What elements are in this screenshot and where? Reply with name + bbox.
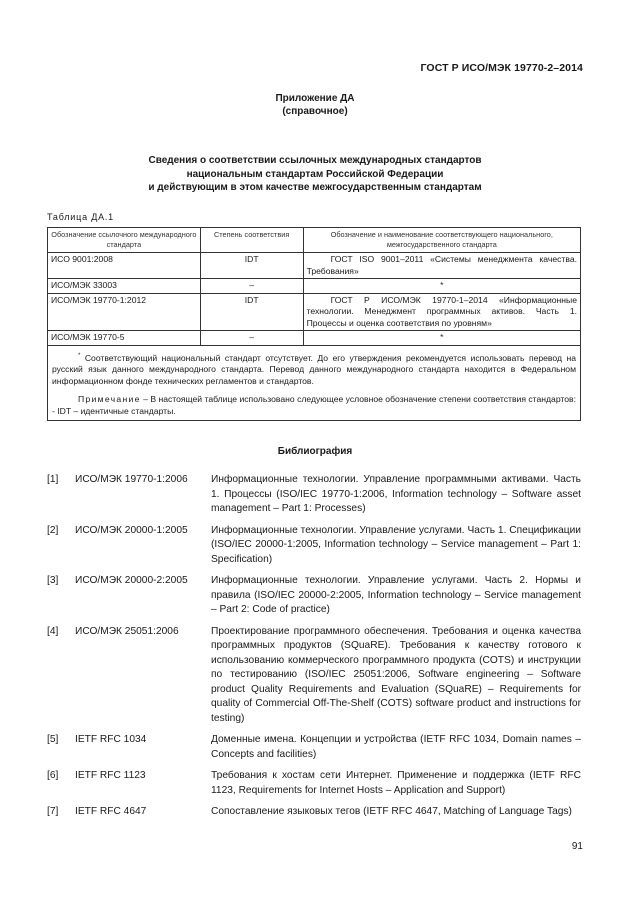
bib-text: Доменные имена. Концепции и устройства (IETF RFC 1034, Domain names – Concepts and facilities) <box>211 734 581 760</box>
bib-code: ИСО/МЭК 20000-1:2005 <box>75 524 188 536</box>
section-title-line-1: Сведения о соответствии ссылочных международных стандартов <box>148 155 482 166</box>
cell-national: ГОСТ ISO 9001–2011 «Системы менеджмента качества. Требования» <box>303 253 580 279</box>
list-item <box>47 625 581 727</box>
cell-degree: – <box>200 331 303 346</box>
bib-code: IETF RFC 4647 <box>75 806 147 817</box>
bib-code: ИСО/МЭК 20000-2:2005 <box>75 575 188 586</box>
footnote-mark: * <box>78 352 81 359</box>
bib-text: Информационные технологии. Управление услугами. Часть 2. Нормы и правила (ISO/IEC 20000-2:2005, Information technology – Service management – Part 2: Code of practice) <box>211 575 581 615</box>
table-header-row <box>48 228 581 253</box>
cell-code: ИСО/МЭК 19770-5 <box>48 331 201 346</box>
cell-code: ИСО/МЭК 33003 <box>48 279 201 294</box>
bib-text: Проектирование программного обеспечения. Требования и оценка качества программных продуктов (SQuaRE). Требования к качеству готового к использованию коммерческого программного продукта (COTS) и инструкции по тестированию (ISO/IEC 25051:2006, Software engineering – Software product Quality Requirements and Evaluation (SQuaRE) – Requirements for quality of Commercial Off-The-Shelf (COTS) software product and instructions for testing) <box>211 625 581 724</box>
page-number: 91 <box>571 841 583 852</box>
bib-number: [2] <box>47 524 59 536</box>
table-notes-row <box>48 345 581 421</box>
correspondence-table <box>47 227 581 421</box>
section-title-line-3: и действующим в этом качестве межгосударственным стандартам <box>148 182 482 193</box>
cell-national: ГОСТ Р ИСО/МЭК 19770-1–2014 «Информационные технологии. Менеджмент программных активов. Часть 1. Процессы и оценка соответствия по уровням» <box>303 293 580 331</box>
note-label: Примечание <box>78 394 141 405</box>
footnote-text: Соответствующий национальный стандарт отсутствует. До его утверждения рекомендуется использовать перевод на русский язык данного международного стандарта. Перевод данного международного стандарта находится в Федеральном информационном фонде технических регламентов и стандартов. <box>52 352 577 387</box>
bib-number: [3] <box>47 575 59 586</box>
list-item <box>47 574 581 618</box>
bib-code: ИСО/МЭК 25051:2006 <box>75 625 179 637</box>
list-item <box>47 769 581 798</box>
cell-degree: IDT <box>200 253 303 279</box>
bib-text: Требования к хостам сети Интернет. Применение и поддержка (IETF RFC 1123, Requirements for Internet Hosts – Application and Support) <box>211 770 581 796</box>
bib-number: [5] <box>47 734 59 745</box>
header-degree: Степень соответствия <box>200 228 303 253</box>
section-title-line-2: национальным стандартам Российской Федерации <box>186 168 444 180</box>
list-item <box>47 473 581 517</box>
bib-code: IETF RFC 1034 <box>75 734 147 745</box>
bib-text: Сопоставление языковых тегов (IETF RFC 4647, Matching of Language Tags) <box>211 806 572 817</box>
bibliography-title: Библиография <box>277 446 353 457</box>
bib-number: [4] <box>47 625 59 637</box>
table-notes <box>48 345 581 421</box>
cell-degree: IDT <box>200 293 303 331</box>
header-national-standard: Обозначение и наименование соответствующего национального, межгосударственного стандарта <box>303 228 580 253</box>
bib-number: [6] <box>47 770 59 781</box>
list-item <box>47 805 581 820</box>
table-row <box>48 331 581 346</box>
cell-national: * <box>440 332 444 342</box>
table-note <box>52 393 576 417</box>
list-item <box>47 524 581 568</box>
annex-subtitle: (справочное) <box>282 106 348 117</box>
note-text: – В настоящей таблице использовано следующее условное обозначение степени соответствия стандартов: - IDT – идентичные стандарты. <box>52 394 576 417</box>
cell-code: ИСО/МЭК 19770-1:2012 <box>48 293 201 331</box>
bibliography-list <box>47 473 581 827</box>
bib-number: [1] <box>47 474 59 485</box>
table-footnote <box>52 350 576 388</box>
table-row <box>48 253 581 279</box>
standard-code-header: ГОСТ Р ИСО/МЭК 19770-2–2014 <box>420 62 583 74</box>
list-item <box>47 733 581 762</box>
annex-heading <box>0 92 630 118</box>
cell-national: * <box>440 280 444 290</box>
table-row <box>48 279 581 294</box>
bib-text: Информационные технологии. Управление программными активами. Часть 1. Процессы (ISO/IEC 19770-1:2006, Information technology – Software asset management – Part 1: Processes) <box>211 474 581 514</box>
bib-code: ИСО/МЭК 19770-1:2006 <box>75 474 188 485</box>
bib-number: [7] <box>47 806 59 817</box>
cell-code: ИСО 9001:2008 <box>48 253 201 279</box>
header-international-standard: Обозначение ссылочного международного стандарта <box>48 228 201 253</box>
annex-title: Приложение ДА <box>275 93 355 104</box>
cell-degree: – <box>200 279 303 294</box>
section-title <box>0 154 630 195</box>
bib-code: IETF RFC 1123 <box>75 770 146 781</box>
table-caption: Таблица ДА.1 <box>47 212 114 222</box>
table-row <box>48 293 581 331</box>
bib-text: Информационные технологии. Управление услугами. Часть 1. Спецификации (ISO/IEC 20000-1:2005, Information technology – Service management – Part 1: Specification) <box>211 524 581 565</box>
